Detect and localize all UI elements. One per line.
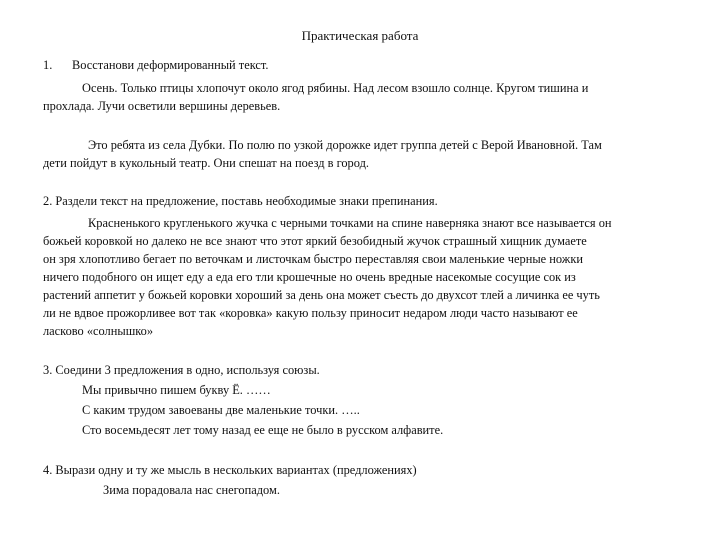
task1-heading: Восстанови деформированный текст. <box>72 58 269 72</box>
task4-sentence: Зима порадовала нас снегопадом. <box>103 483 280 497</box>
task3-heading: 3. Соедини 3 предложения в одно, используя союзы. <box>43 363 320 377</box>
task1-para2-line: дети пойдут в кукольный театр. Они спешат на поезд в город. <box>43 156 369 170</box>
task2-line: божьей коровкой но далеко не все знают что этот яркий безобидный жучок страшный хищник думаете <box>43 234 587 248</box>
task1-para1-line: прохлада. Лучи осветили вершины деревьев. <box>43 99 281 113</box>
task3-sentence: Сто восемьдесят лет тому назад ее еще не было в русском алфавите. <box>82 423 444 437</box>
task2-line: Красненького кругленького жучка с черными точками на спине наверняка знают все называется он <box>88 216 612 230</box>
task1-number: 1. <box>43 58 53 72</box>
task1-para1-line: Осень. Только птицы хлопочут около ягод рябины. Над лесом взошло солнце. Кругом тишина и <box>82 81 589 95</box>
task3-sentence: С каким трудом завоеваны две маленькие точки. ….. <box>82 403 360 417</box>
task2-line: ли не вдвое прожорливее вот так «коровка» какую пользу приносит недаром люди часто называют ее <box>43 306 578 320</box>
task2-line: ничего подобного он ищет еду а еда его тли крошечные но очень вредные насекомые сосущие сок из <box>43 270 576 284</box>
task2-heading: 2. Раздели текст на предложение, поставь необходимые знаки препинания. <box>43 194 438 208</box>
task2-line: он зря хлопотливо бегает по веточкам и листочкам быстро переставляя свои маленькие черные ножки <box>43 252 583 266</box>
task1-para2-line: Это ребята из села Дубки. По полю по узкой дорожке идет группа детей с Верой Ивановной. Там <box>88 138 602 152</box>
task2-line: ласково «солнышко» <box>43 324 154 338</box>
task4-heading: 4. Вырази одну и ту же мысль в нескольких вариантах (предложениях) <box>43 463 417 477</box>
task3-sentence: Мы привычно пишем букву Ё. …… <box>82 383 271 397</box>
task2-line: растений аппетит у божьей коровки хороший за день она может съесть до двухсот тлей а личинка ее чуть <box>43 288 600 302</box>
page-title: Практическая работа <box>301 28 419 43</box>
